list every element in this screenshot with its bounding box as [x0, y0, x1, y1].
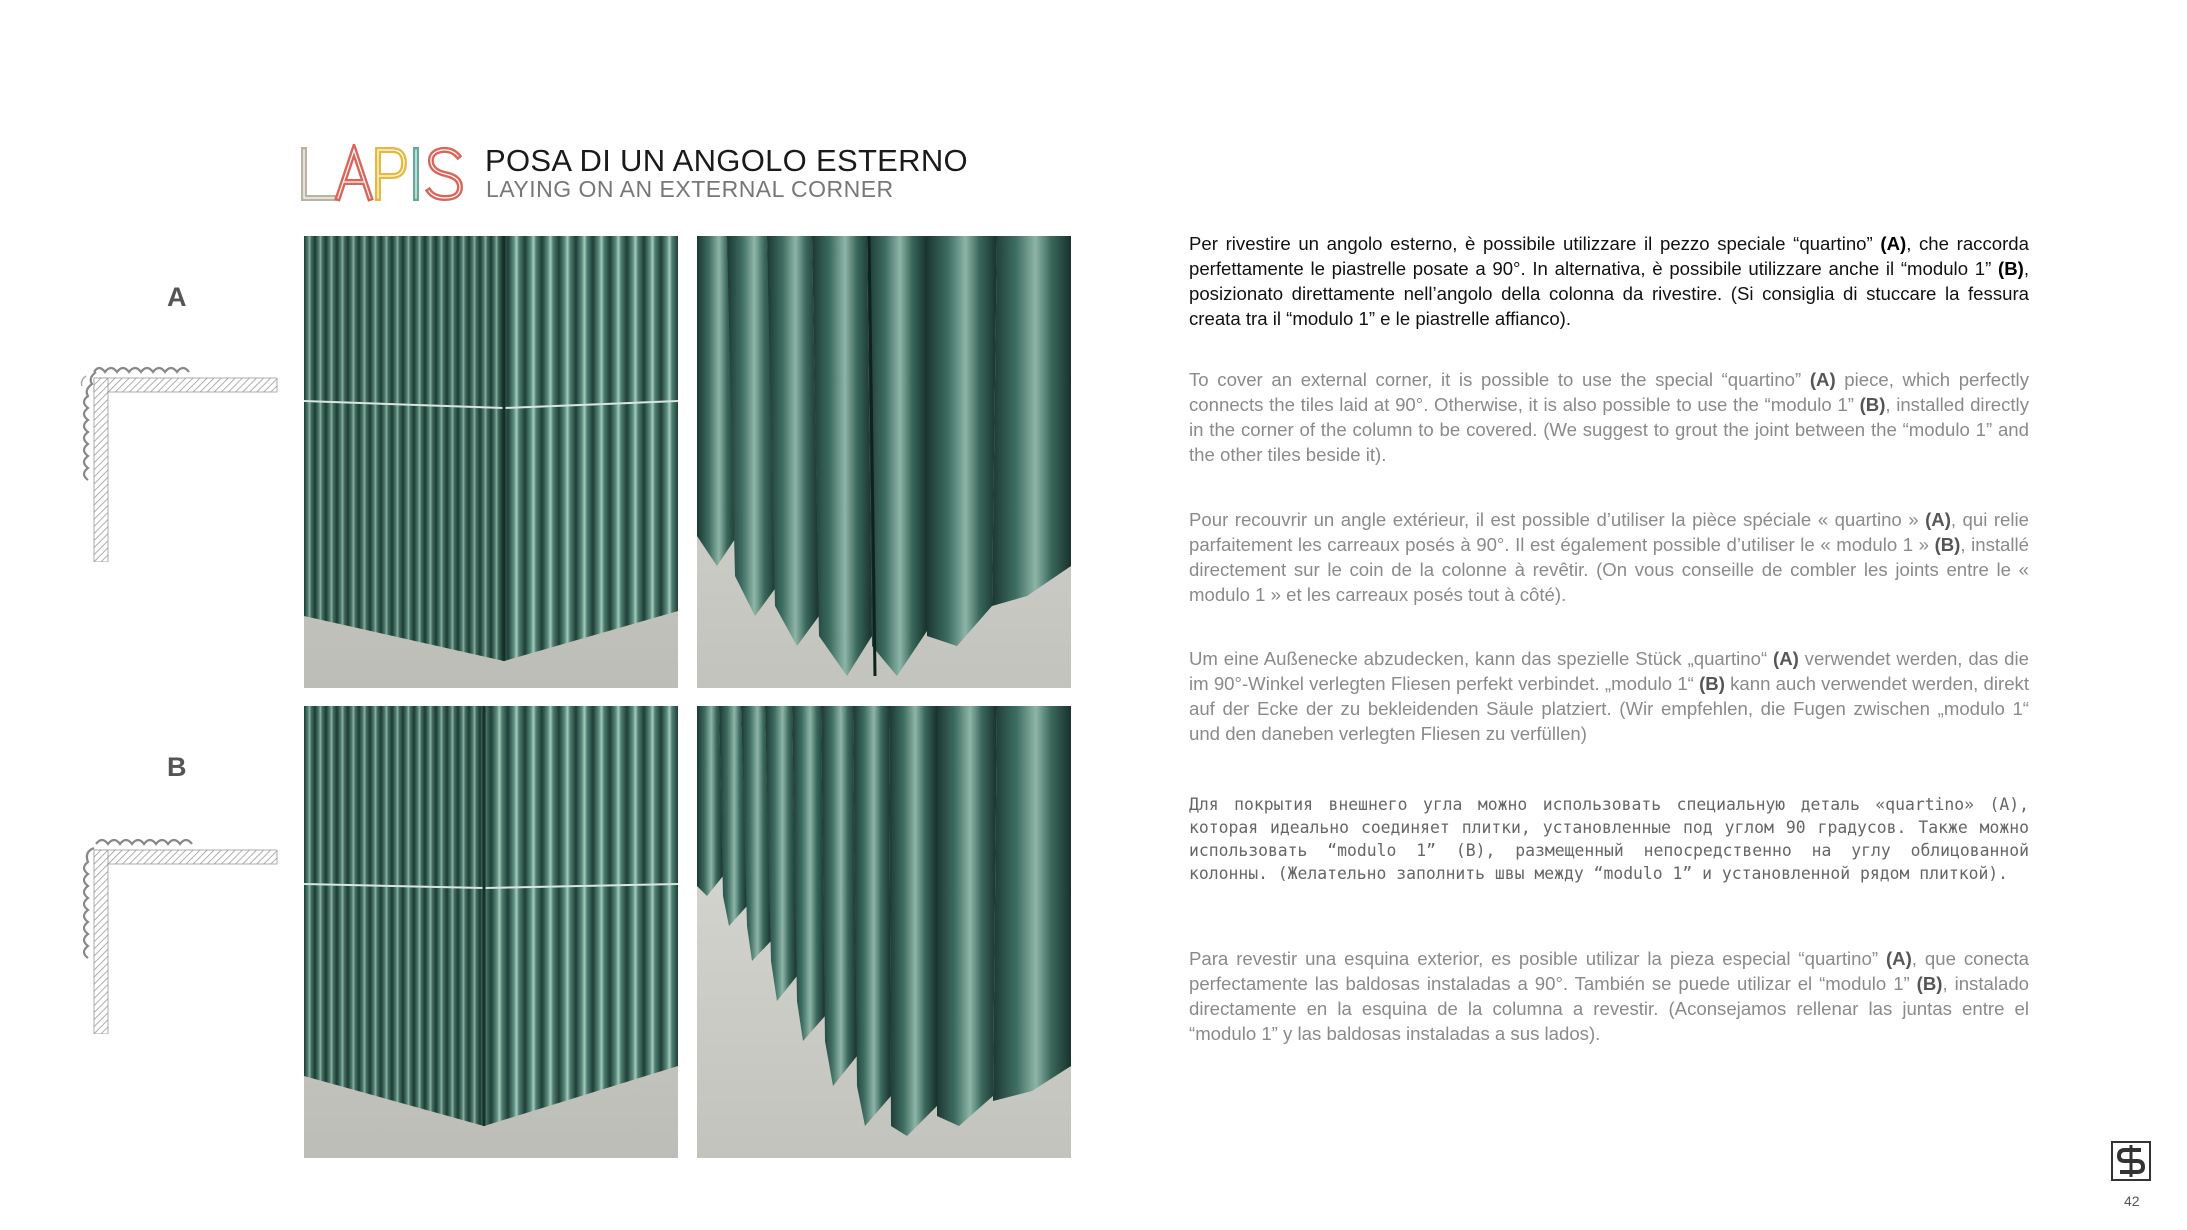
page-number: 42 [2124, 1193, 2140, 1209]
brand-mark-icon [2111, 1141, 2151, 1181]
page-subtitle: LAYING ON AN EXTERNAL CORNER [486, 176, 894, 202]
corner-closeup-photo [697, 706, 1071, 1158]
tiled-corner-photo [304, 706, 678, 1158]
paragraph-german: Um eine Außenecke abzudecken, kann das spezielle Stück „quartino“ (A) verwendet werden, das die im 90°-Winkel verlegten Fliesen perfekt verbindet. „modulo 1“ (B) kann auch verwendet werden, direkt auf der Ecke der zu bekleidenden Säule platziert. (Wir empfehlen, die Fugen zwischen „modulo 1“ und den daneben verlegten Fliesen zu verfüllen) [1189, 648, 2030, 744]
page-title: POSA DI UN ANGOLO ESTERNO [485, 143, 968, 178]
corner-diagram-modulo-1 [74, 834, 279, 1034]
paragraph-russian: Для покрытия внешнего угла можно использовать специальную деталь «quartino» (A), которая идеально соединяет плитки, установленные под углом 90 градусов. Также можно использовать “modulo 1” (B), размещенный непосредственно на углу облицованной колонны. (Желательно заполнить швы между “modulo 1” и установленной рядом плиткой). [1189, 795, 2029, 883]
paragraph-spanish: Para revestir una esquina exterior, es posible utilizar la pieza especial “quartino” (A), que conecta perfectamente las baldosas instaladas a 90°. También se puede utilizar el “modulo 1” (B), instalado directamente en la esquina de la columna a revestir. (Aconsejamos rellenar las juntas entre el “modulo 1” y las baldosas instaladas a sus lados). [1189, 948, 2030, 1044]
tiled-corner-photo [304, 236, 678, 688]
corner-closeup-photo [697, 236, 1071, 688]
section-a-label: A [167, 282, 187, 312]
section-b-label: B [167, 752, 187, 782]
corner-diagram-quartino [74, 362, 279, 562]
paragraph-french: Pour recouvrir un angle extérieur, il est possible d’utiliser la pièce spéciale « quartino » (A), qui relie parfaitement les carreaux posés à 90°. Il est également possible d’utiliser le « modulo 1 » (B), installé directement sur le coin de la colonne à revêtir. (On vous conseille de combler les joints entre le « modulo 1 » et les carreaux posés tout à côté). [1189, 509, 2029, 605]
lapis-logo [300, 144, 470, 204]
paragraph-italian: Per rivestire un angolo esterno, è possibile utilizzare il pezzo speciale “quartino” (A), che raccorda perfettamente le piastrelle posate a 90°. In alternativa, è possibile utilizzare anche il “modulo 1” (B), posizionato direttamente nell’angolo della colonna da rivestire. (Si consiglia di stuccare la fessura creata tra il “modulo 1” e le piastrelle affianco). [1189, 233, 2029, 329]
paragraph-english: To cover an external corner, it is possible to use the special “quartino” (A) piece, which perfectly connects the tiles laid at 90°. Otherwise, it is also possible to use the “modulo 1” (B), installed directly in the corner of the column to be covered. (We suggest to grout the joint between the “modulo 1” and the other tiles beside it). [1189, 369, 2029, 465]
